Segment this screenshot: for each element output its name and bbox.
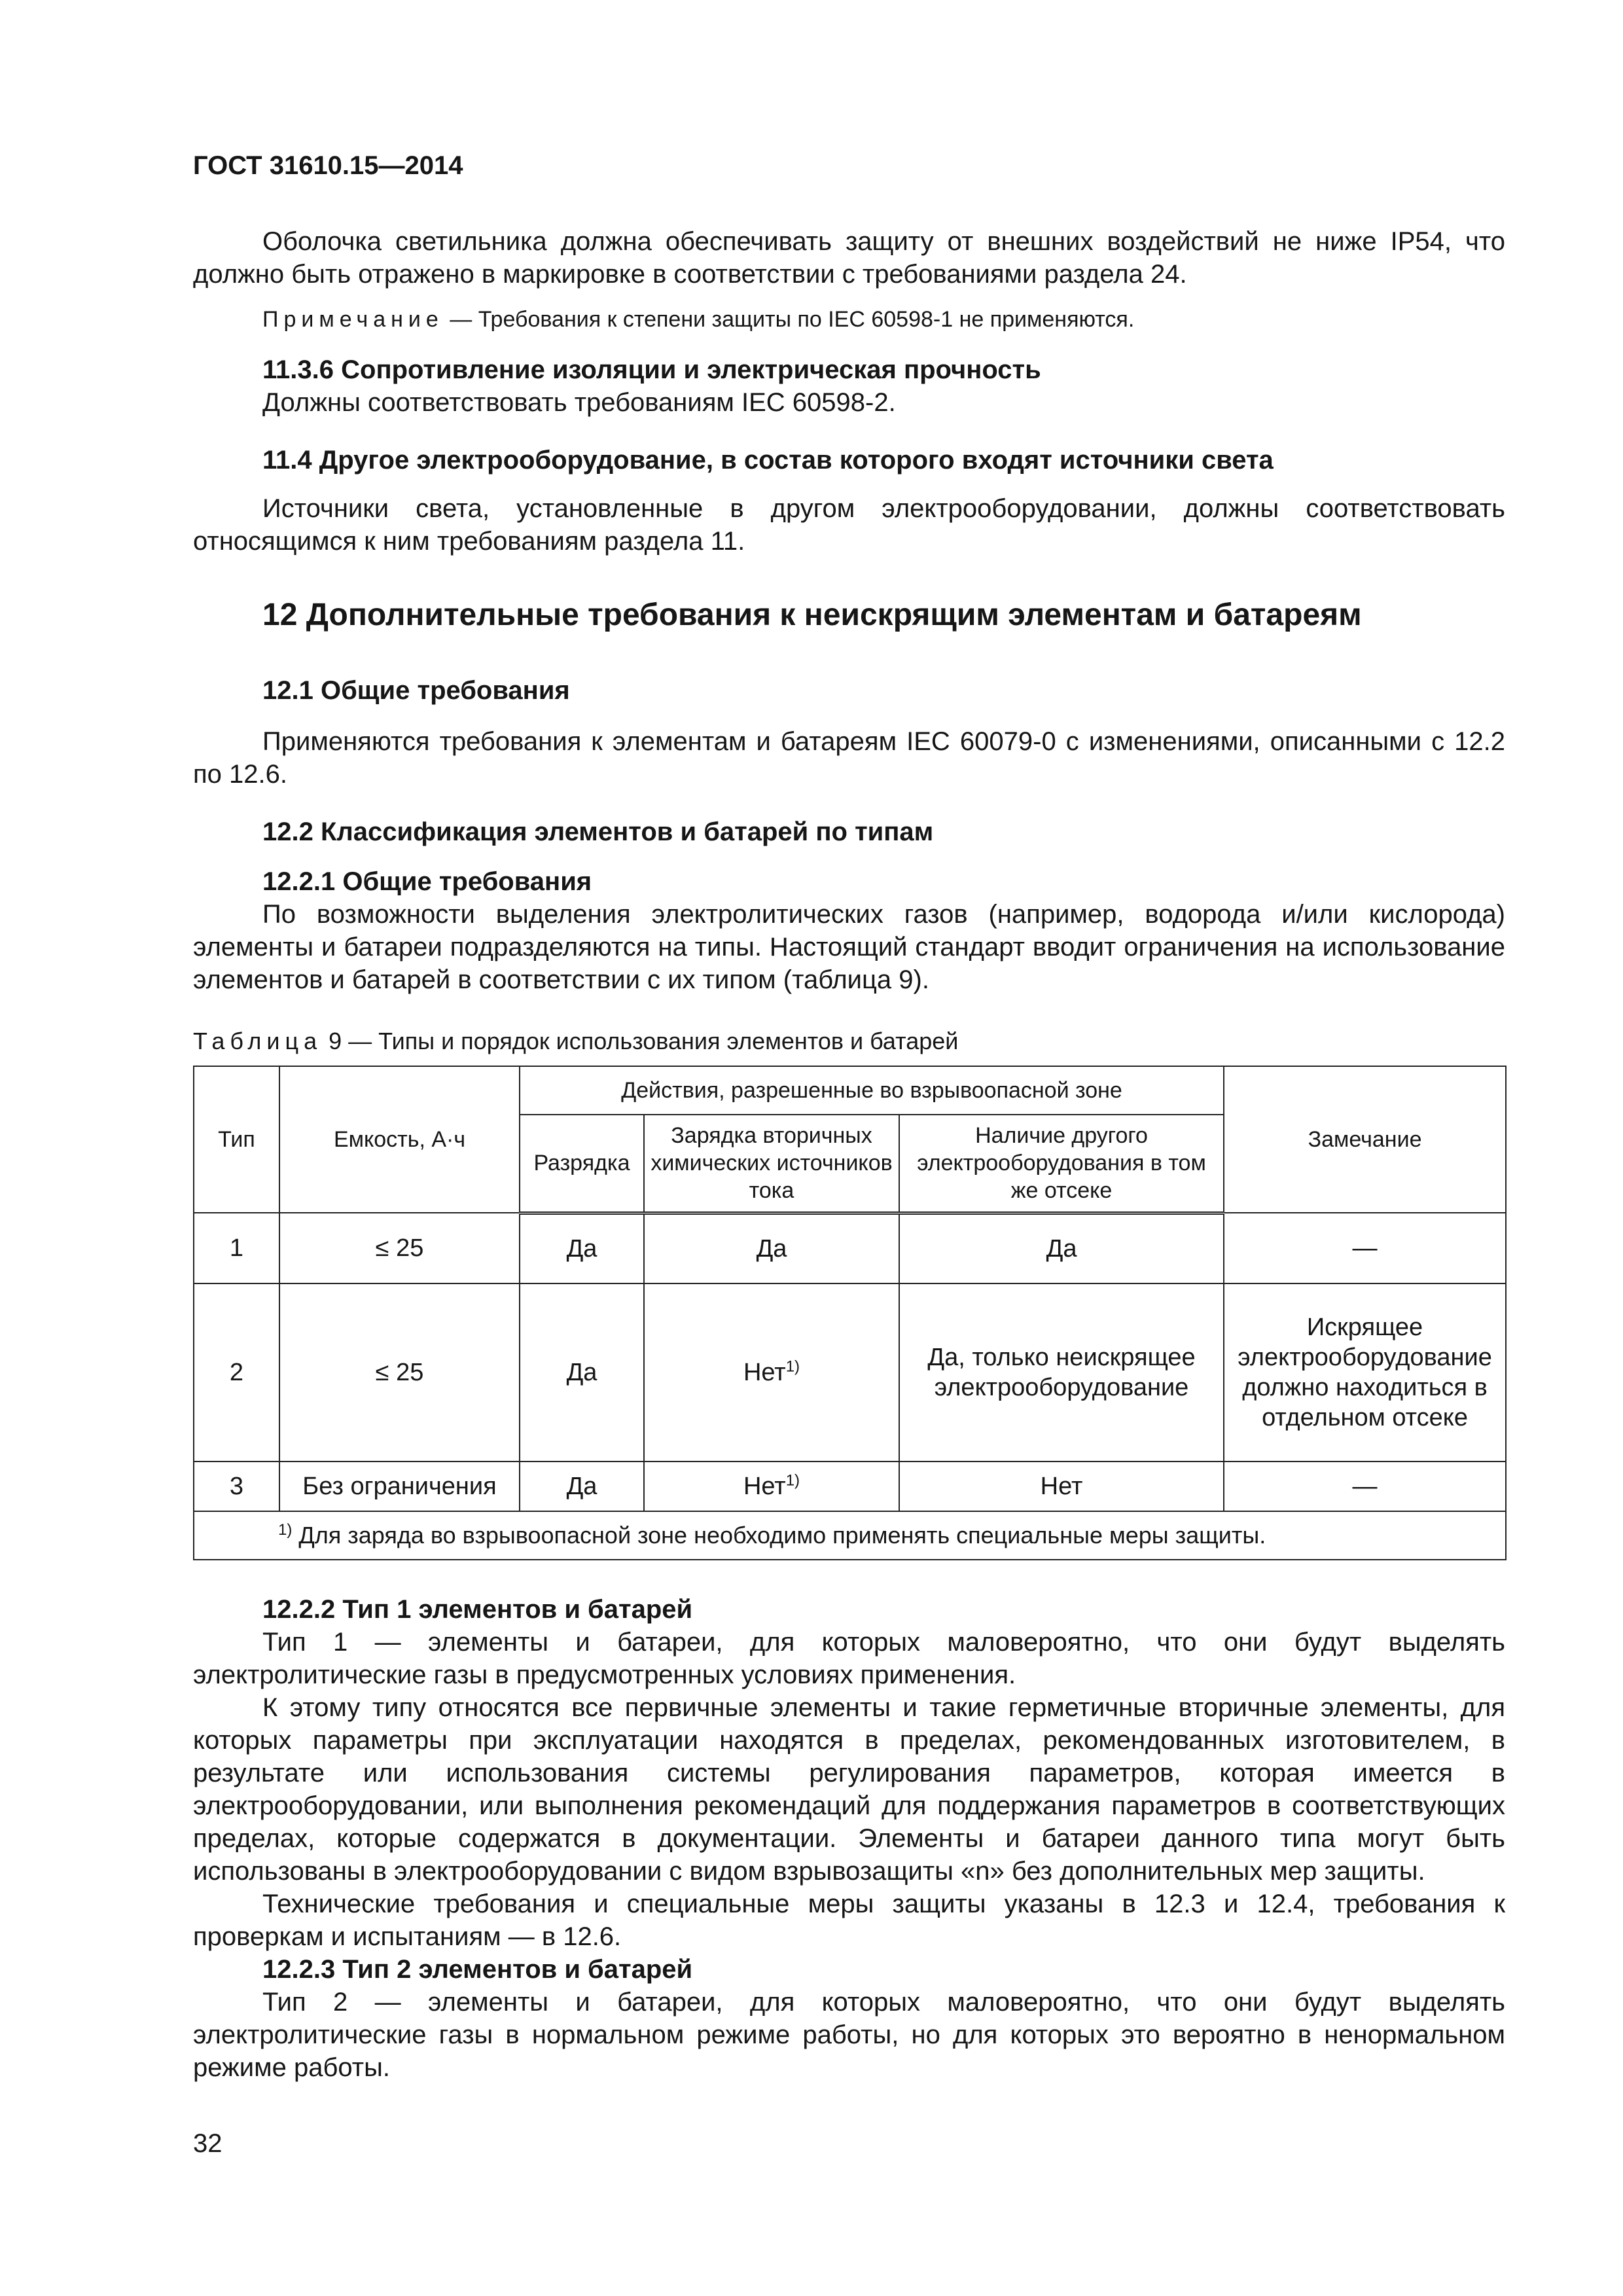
note-text: — Требования к степени защиты по IEC 60598-1 не применяются. [443,307,1135,332]
section-11-4-title: 11.4 Другое электрооборудование, в состав которого входят источники света [262,446,1274,475]
section-12-2-3-para-1: Тип 2 — элементы и батареи, для которых маловероятно, что они будут выделять электролитические газы в нормальном режиме работы, но для которых это вероятно в ненормальном режиме работы. [193,1988,1505,2082]
document-header: ГОСТ 31610.15—2014 [193,151,463,180]
cell-type: 1 [194,1213,279,1283]
table-caption-text: 9 — Типы и порядок использования элементов и батарей [322,1028,959,1054]
section-12-2-3-title: 12.2.3 Тип 2 элементов и батарей [262,1955,693,1984]
table-9-caption [193,1026,958,1056]
paragraph-enclosure: Оболочка светильника должна обеспечивать защиту от внешних воздействий не ниже IP54, что должно быть отражено в маркировке в соответствии с требованиями раздела 24. [193,227,1505,289]
cell-charge [644,1462,899,1511]
section-12-2-1-title: 12.2.1 Общие требования [262,867,592,896]
header-remark: Замечание [1224,1066,1506,1213]
table-row [194,1213,1506,1283]
table-caption-label: Таблица [193,1028,323,1054]
footnote-mark: 1) [278,1521,293,1539]
header-discharge: Разрядка [520,1115,644,1213]
section-12-2-2-title: 12.2.2 Тип 1 элементов и батарей [262,1595,693,1624]
header-actions: Действия, разрешенные во взрывоопасной зоне [520,1066,1224,1115]
cell-charge-value: Нет [743,1473,786,1500]
cell-charge-value: Да [756,1234,787,1263]
section-12-2-2-para-3: Технические требования и специальные меры защиты указаны в 12.3 и 12.4, требования к проверкам и испытаниям — в 12.6. [193,1890,1505,1951]
cell-other: Да, только неискрящее электрооборудование [899,1283,1224,1462]
page-number: 32 [193,2129,223,2158]
cell-type: 2 [194,1283,279,1462]
section-12-title: 12 Дополнительные требования к неискрящим элементам и батареям [262,598,1362,632]
cell-other: Нет [899,1462,1224,1511]
cell-charge-footnote-mark: 1) [785,1357,800,1376]
cell-charge [644,1213,899,1283]
table-footnote [194,1511,1506,1560]
cell-discharge: Да [520,1213,644,1283]
cell-remark: — [1224,1462,1506,1511]
table-row [194,1462,1506,1511]
note [262,305,1134,334]
cell-charge [644,1283,899,1462]
header-capacity: Емкость, А·ч [279,1066,520,1213]
section-11-3-6-text: Должны соответствовать требованиям IEC 60598-2. [262,388,896,417]
cell-capacity: ≤ 25 [279,1213,520,1283]
footnote-text: Для заряда во взрывоопасной зоне необходимо применять специальные меры защиты. [292,1522,1266,1549]
section-12-2-2-para-2: К этому типу относятся все первичные элементы и такие герметичные вторичные элементы, для которых параметры при эксплуатации находятся в пределах, рекомендованных изготовителем, в результате или использования системы регулирования параметров, которая имеется в электрооборудовании, или выполнения рекомендаций для поддержания параметров в соответствующих пределах, которые содержатся в документации. Элементы и батареи данного типа могут быть использованы в электрооборудовании с видом взрывозащиты «n» без дополнительных мер защиты. [193,1693,1505,1886]
section-11-3-6-title: 11.3.6 Сопротивление изоляции и электрическая прочность [262,355,1041,384]
section-12-1-title: 12.1 Общие требования [262,676,570,705]
section-11-4-text: Источники света, установленные в другом электрооборудовании, должны соответствовать относящимся к ним требованиям раздела 11. [193,494,1505,556]
section-12-2-title: 12.2 Классификация элементов и батарей по типам [262,817,934,846]
section-12-2-2-para-1: Тип 1 — элементы и батареи, для которых маловероятно, что они будут выделять электролитические газы в предусмотренных условиях применения. [193,1628,1505,1689]
section-12-2-1-text: По возможности выделения электролитических газов (например, водорода и/или кислорода) элементы и батареи подразделяются на типы. Настоящий стандарт вводит ограничения на использование элементов и батарей в соответствии с их типом (таблица 9). [193,900,1505,994]
header-charge: Зарядка вторичных химических источников тока [644,1115,899,1213]
table-row [194,1283,1506,1462]
table-9 [193,1066,1507,1560]
cell-capacity: Без ограничения [279,1462,520,1511]
cell-discharge: Да [520,1283,644,1462]
cell-charge-value: Нет [743,1359,786,1386]
section-12-1-text: Применяются требования к элементам и батареям IEC 60079-0 с изменениями, описанными с 12.2 по 12.6. [193,727,1505,789]
cell-capacity: ≤ 25 [279,1283,520,1462]
cell-other: Да [899,1213,1224,1283]
cell-remark: Искрящее электрооборудование должно находиться в отдельном отсеке [1224,1283,1506,1462]
cell-discharge: Да [520,1462,644,1511]
header-other: Наличие другого электрооборудования в том же отсеке [899,1115,1224,1213]
cell-remark: — [1224,1213,1506,1283]
cell-charge-footnote-mark: 1) [785,1471,800,1490]
header-type: Тип [194,1066,279,1213]
cell-type: 3 [194,1462,279,1511]
note-label: Примечание [262,307,444,332]
